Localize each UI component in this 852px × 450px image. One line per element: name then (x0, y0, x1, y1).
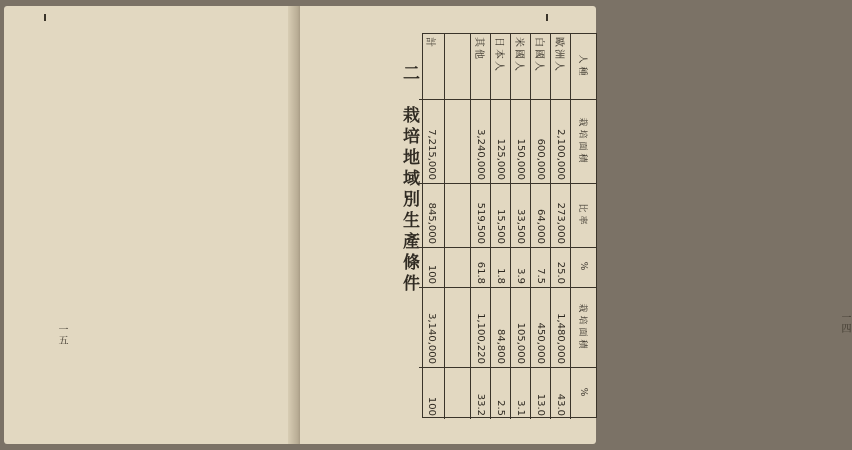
table-header-cell: 比率 (570, 184, 596, 248)
page-number-right: 一四 (839, 312, 850, 334)
table-header-cell: 人種 (570, 34, 596, 100)
table-header-cell: % (570, 248, 596, 288)
table-cell (444, 368, 470, 419)
table-total-cell: 100 (419, 248, 444, 288)
table-cell: 米國人 (510, 34, 530, 100)
section-heading: 二 栽培地域別生產條件 (399, 64, 419, 295)
table-cell (444, 288, 470, 368)
table-cell: 519,500 (470, 184, 490, 248)
plantation-table-grid (422, 33, 597, 418)
table-cell: 25.0 (550, 248, 570, 288)
plantation-table (422, 33, 597, 418)
table-cell: 白國人 (530, 34, 550, 100)
table-cell: 43.0 (550, 368, 570, 419)
table-cell: 1,100,220 (470, 288, 490, 368)
table-cell: 64,000 (530, 184, 550, 248)
table-total-cell: 7,215,000 (419, 100, 444, 184)
table-cell: 7.5 (530, 248, 550, 288)
ink-mark (546, 14, 548, 21)
table-total-cell: 3,140,000 (419, 288, 444, 368)
table-header-cell: 栽培面積 (570, 100, 596, 184)
table-cell: 歐洲人 (550, 34, 570, 100)
table-cell (444, 184, 470, 248)
table-cell: 其他 (470, 34, 490, 100)
table-cell: 150,000 (510, 100, 530, 184)
table-cell: 125,000 (490, 100, 510, 184)
table-cell: 600,000 (530, 100, 550, 184)
left-page (4, 6, 296, 444)
table-cell: 105,000 (510, 288, 530, 368)
table-cell: 3.1 (510, 368, 530, 419)
table-total-cell: 845,000 (419, 184, 444, 248)
table-cell: 3,240,000 (470, 100, 490, 184)
table-cell (444, 34, 470, 100)
table-total-cell: 計 (419, 34, 444, 100)
table-cell: 日本人 (490, 34, 510, 100)
table-cell: 450,000 (530, 288, 550, 368)
ink-mark (44, 14, 46, 21)
table-cell (444, 248, 470, 288)
table-total-cell: 100 (426, 396, 437, 416)
table-cell: 13.0 (530, 368, 550, 419)
table-cell (444, 100, 470, 184)
table-cell: 15,500 (490, 184, 510, 248)
right-page (300, 6, 850, 444)
table-cell: 2.5 (490, 368, 510, 419)
table-cell: 1.8 (490, 248, 510, 288)
table-cell: 1,480,000 (550, 288, 570, 368)
table-cell: 33.2 (470, 368, 490, 419)
table-cell: 84,800 (490, 288, 510, 368)
table-cell: 3.9 (510, 248, 530, 288)
page-number-left: 一五 (56, 324, 67, 346)
table-header-cell: % (570, 368, 596, 419)
table-header-cell: 栽培面積 (570, 288, 596, 368)
table-cell: 61.8 (470, 248, 490, 288)
table-cell: 273,000 (550, 184, 570, 248)
table-cell: 2,100,000 (550, 100, 570, 184)
table-cell: 33,500 (510, 184, 530, 248)
